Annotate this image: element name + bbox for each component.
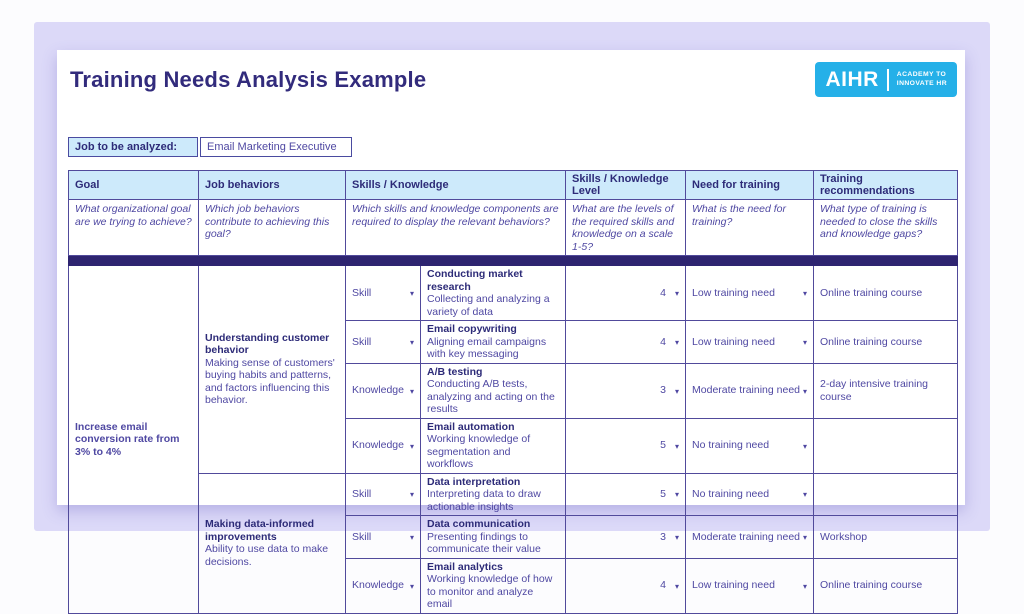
goal-cell: Increase email conversion rate from 3% to 4% bbox=[69, 266, 199, 614]
level-value: 3 bbox=[660, 530, 666, 543]
skill-type-dropdown[interactable] bbox=[346, 558, 421, 613]
aihr-logo bbox=[815, 62, 957, 97]
need-value: Low training need bbox=[692, 335, 775, 348]
recommendation-cell bbox=[814, 418, 958, 473]
skill-type-dropdown[interactable] bbox=[346, 266, 421, 321]
recommendation-cell: Online training course bbox=[814, 266, 958, 321]
chevron-down-icon: ▾ bbox=[409, 441, 414, 451]
level-dropdown[interactable] bbox=[566, 363, 686, 418]
behavior-cell bbox=[199, 266, 346, 474]
need-dropdown[interactable] bbox=[686, 473, 814, 516]
card-header bbox=[68, 50, 957, 106]
logo-tagline-line2: INNOVATE HR bbox=[896, 79, 947, 87]
header-training-recommendations: Training recommendations bbox=[814, 171, 958, 200]
skill-description: Working knowledge of how to monitor and analyze email bbox=[427, 573, 553, 610]
need-dropdown[interactable] bbox=[686, 516, 814, 559]
skill-type-dropdown[interactable] bbox=[346, 473, 421, 516]
chevron-down-icon: ▾ bbox=[803, 581, 808, 591]
subheader-goal: What organizational goal are we trying to achieve? bbox=[69, 200, 199, 256]
skill-type-label: Knowledge bbox=[352, 384, 404, 397]
chevron-down-icon: ▾ bbox=[675, 289, 680, 298]
recommendation-cell: Online training course bbox=[814, 321, 958, 364]
subheader-skills-knowledge: Which skills and knowledge components are required to display the relevant behaviors? bbox=[346, 200, 566, 256]
skill-type-label: Skill bbox=[352, 488, 372, 500]
level-value: 5 bbox=[660, 439, 666, 452]
lavender-frame bbox=[34, 22, 990, 610]
need-value: Moderate training need bbox=[692, 384, 801, 397]
logo-divider bbox=[887, 69, 889, 91]
skill-description: Working knowledge of segmentation and workflows bbox=[427, 433, 531, 470]
need-value: Moderate training need bbox=[692, 530, 801, 543]
chevron-down-icon: ▾ bbox=[803, 532, 808, 542]
chevron-down-icon: ▾ bbox=[675, 490, 680, 500]
need-dropdown[interactable] bbox=[686, 558, 814, 613]
recommendation-cell: Online training course bbox=[814, 558, 958, 613]
header-row bbox=[69, 171, 958, 200]
skill-name-cell bbox=[421, 558, 566, 613]
level-value: 4 bbox=[660, 286, 666, 299]
subheader-training-recommendations: What type of training is needed to close the skills and knowledge gaps? bbox=[814, 200, 958, 256]
skill-name-cell bbox=[421, 473, 566, 516]
aihr-logo-text: AIHR bbox=[825, 67, 879, 91]
chevron-down-icon: ▾ bbox=[803, 386, 808, 396]
need-dropdown[interactable] bbox=[686, 363, 814, 418]
worksheet-card bbox=[57, 50, 965, 610]
skill-title: A/B testing bbox=[427, 365, 483, 378]
need-dropdown[interactable] bbox=[686, 266, 814, 321]
skill-description: Interpreting data to draw actionable insights bbox=[427, 488, 541, 513]
chevron-down-icon: ▾ bbox=[675, 386, 680, 396]
skill-title: Data interpretation bbox=[427, 475, 521, 488]
chevron-down-icon: ▾ bbox=[675, 441, 680, 451]
skill-title: Email analytics bbox=[427, 560, 503, 573]
chevron-down-icon: ▾ bbox=[409, 289, 414, 298]
chevron-down-icon: ▾ bbox=[409, 386, 414, 396]
behavior-description: Ability to use data to make decisions. bbox=[205, 543, 329, 568]
skill-description: Presenting findings to communicate their value bbox=[427, 530, 541, 555]
chevron-down-icon: ▾ bbox=[409, 581, 414, 591]
job-to-analyze-row bbox=[68, 137, 957, 157]
recommendation-cell: Workshop bbox=[814, 516, 958, 559]
chevron-down-icon: ▾ bbox=[803, 441, 808, 451]
behavior-description: Making sense of customers' buying habits and patterns, and factors influencing this behavior. bbox=[205, 356, 335, 407]
skill-type-label: Skill bbox=[352, 335, 372, 348]
level-dropdown[interactable] bbox=[566, 558, 686, 613]
need-value: No training need bbox=[692, 488, 770, 500]
skill-name-cell bbox=[421, 418, 566, 473]
need-dropdown[interactable] bbox=[686, 418, 814, 473]
chevron-down-icon: ▾ bbox=[803, 490, 808, 500]
level-dropdown[interactable] bbox=[566, 418, 686, 473]
skill-name-cell bbox=[421, 516, 566, 559]
level-dropdown[interactable] bbox=[566, 473, 686, 516]
skill-title: Email automation bbox=[427, 420, 515, 433]
separator-row bbox=[69, 256, 958, 266]
chevron-down-icon: ▾ bbox=[675, 532, 680, 542]
recommendation-cell bbox=[814, 473, 958, 516]
skill-name-cell bbox=[421, 266, 566, 321]
skill-type-label: Skill bbox=[352, 286, 372, 299]
skill-type-label: Knowledge bbox=[352, 579, 404, 592]
subheader-skills-level: What are the levels of the required skills and knowledge on a scale 1-5? bbox=[566, 200, 686, 256]
behavior-title: Making data-informed improvements bbox=[205, 518, 315, 543]
chevron-down-icon: ▾ bbox=[409, 337, 414, 347]
level-value: 4 bbox=[660, 579, 666, 592]
skill-type-dropdown[interactable] bbox=[346, 418, 421, 473]
need-value: Low training need bbox=[692, 286, 775, 299]
table-row bbox=[69, 266, 958, 321]
subheader-row bbox=[69, 200, 958, 256]
header-goal: Goal bbox=[69, 171, 199, 200]
chevron-down-icon: ▾ bbox=[675, 581, 680, 591]
chevron-down-icon: ▾ bbox=[675, 337, 680, 347]
logo-tagline-line1: ACADEMY TO bbox=[896, 71, 947, 78]
skill-type-label: Knowledge bbox=[352, 439, 404, 452]
page-title: Training Needs Analysis Example bbox=[70, 67, 427, 92]
training-needs-table bbox=[68, 170, 958, 614]
skill-type-label: Skill bbox=[352, 530, 372, 543]
skill-name-cell bbox=[421, 321, 566, 364]
skill-title: Email copywriting bbox=[427, 323, 517, 335]
behavior-cell bbox=[199, 473, 346, 613]
header-need-for-training: Need for training bbox=[686, 171, 814, 200]
job-label: Job to be analyzed: bbox=[68, 137, 198, 157]
recommendation-cell: 2-day intensive training course bbox=[814, 363, 958, 418]
chevron-down-icon: ▾ bbox=[803, 289, 808, 298]
subheader-need-for-training: What is the need for training? bbox=[686, 200, 814, 256]
chevron-down-icon: ▾ bbox=[409, 532, 414, 542]
level-value: 3 bbox=[660, 384, 666, 397]
need-value: Low training need bbox=[692, 579, 775, 592]
skill-description: Collecting and analyzing a variety of data bbox=[427, 293, 550, 318]
subheader-job-behaviors: Which job behaviors contribute to achieving this goal? bbox=[199, 200, 346, 256]
table-row bbox=[69, 473, 958, 516]
skill-type-dropdown[interactable] bbox=[346, 321, 421, 364]
need-value: No training need bbox=[692, 439, 770, 452]
logo-tagline bbox=[897, 71, 947, 88]
skill-description: Conducting A/B tests, analyzing and acting on the results bbox=[427, 378, 555, 415]
level-dropdown[interactable] bbox=[566, 516, 686, 559]
level-dropdown[interactable] bbox=[566, 321, 686, 364]
chevron-down-icon: ▾ bbox=[803, 337, 808, 347]
job-value-field[interactable]: Email Marketing Executive bbox=[200, 137, 352, 157]
header-skills-knowledge: Skills / Knowledge bbox=[346, 171, 566, 200]
skill-type-dropdown[interactable] bbox=[346, 363, 421, 418]
skill-name-cell bbox=[421, 363, 566, 418]
header-skills-level: Skills / Knowledge Level bbox=[566, 171, 686, 200]
skill-title: Conducting market research bbox=[427, 268, 523, 293]
skill-title: Data communication bbox=[427, 518, 531, 530]
level-value: 5 bbox=[660, 488, 666, 500]
skill-description: Aligning email campaigns with key messaging bbox=[427, 335, 547, 360]
level-value: 4 bbox=[660, 335, 666, 348]
level-dropdown[interactable] bbox=[566, 266, 686, 321]
need-dropdown[interactable] bbox=[686, 321, 814, 364]
skill-type-dropdown[interactable] bbox=[346, 516, 421, 559]
behavior-title: Understanding customer behavior bbox=[205, 331, 330, 357]
chevron-down-icon: ▾ bbox=[409, 490, 414, 500]
header-job-behaviors: Job behaviors bbox=[199, 171, 346, 200]
